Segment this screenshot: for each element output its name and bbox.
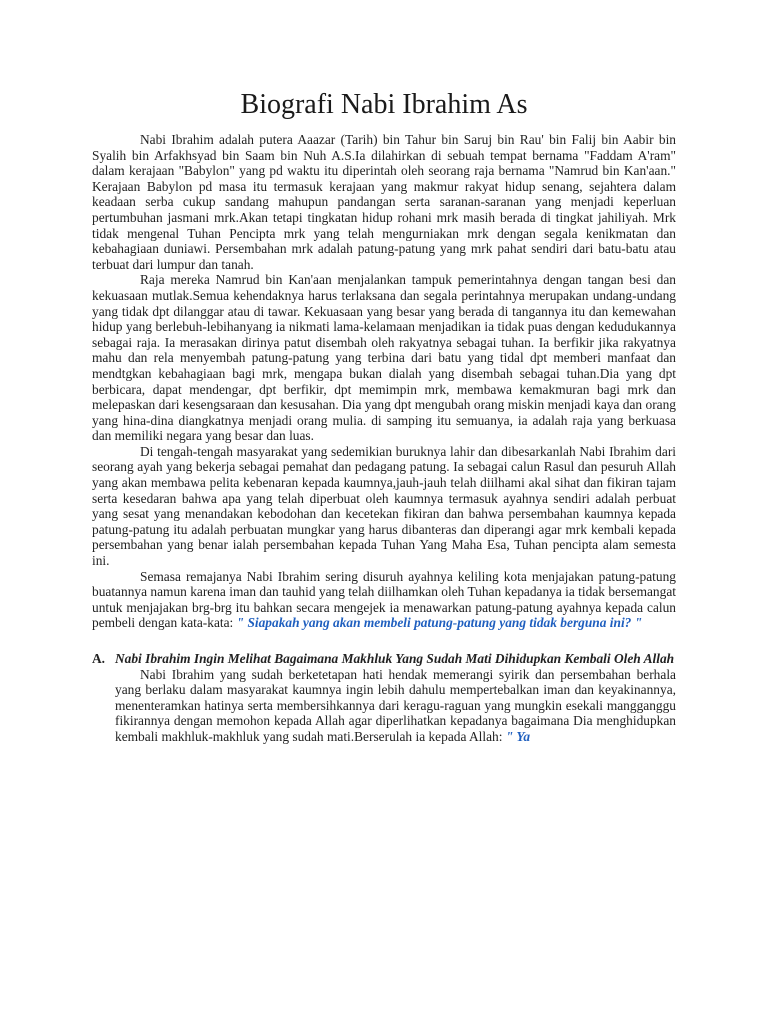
- section-a-body: [92, 667, 676, 745]
- section-a-paragraph: [115, 667, 676, 745]
- section-a-heading: [92, 651, 676, 667]
- paragraph-4-text: Semasa remajanya Nabi Ibrahim sering disuruh ayahnya keliling kota menjajakan patung-patung buatannya namun karena iman dan tauhid yang telah diilhamkan oleh Tuhan kepadanya ia tidak bersemangat untuk menjajakan brg-brg itu bahkan secara mengejek ia menawarkan patung-patung ayahnya kepada calun pembeli dengan kata-kata:: [92, 568, 676, 631]
- section-a-title: Nabi Ibrahim Ingin Melihat Bagaimana Makhluk Yang Sudah Mati Dihidupkan Kembali Oleh Allah: [115, 651, 675, 666]
- paragraph-3: Di tengah-tengah masyarakat yang sedemikian buruknya lahir dan dibesarkanlah Nabi Ibrahim dari seorang ayah yang bekerja sebagai pemahat dan pedagang patung. Ia sebagai calun Rasul dan pesuruh Allah yang akan membawa pelita kebenaran kepada kaumnya,jauh-jauh telah diilhami akal sihat dan fikiran tajam serta kesedaran bahwa apa yang telah diperbuat oleh kaumnya termasuk ayahnya sendiri adalah perbuat yang sesat yang menandakan kebodohan dan kecetekan fikiran dan bahwa persembahan kaumnya kepada patung-patung itu adalah perbuatan mungkar yang harus dibanteras dan diperangi agar mrk kembali kepada persembahan yang benar ialah persembahan kepada Tuhan Yang Maha Esa, Tuhan pencipta alam semesta ini.: [92, 443, 676, 569]
- paragraph-4: [92, 569, 676, 631]
- paragraph-1: Nabi Ibrahim adalah putera Aaazar (Tarih) bin Tahur bin Saruj bin Rau' bin Falij bin Aabir bin Syalih bin Arfakhsyad bin Saam bin Nuh A.S.Ia dilahirkan di sebuah tempat bernama "Faddam A'ram" dalam kerajaan "Babylon" yang pd waktu itu diperintah oleh seorang raja bernama "Namrud bin Kan'aan." Kerajaan Babylon pd masa itu termasuk kerajaan yang makmur rakyat hidup senang, sejahtera dalam keadaan serba cukup sandang mahupun pandangan serta saranan-saranan yang menjadi keperluan pertumbuhan jasmani mrk.Akan tetapi tingkatan hidup rohani mrk masih berada di tingkat jahiliyah. Mrk tidak mengenal Tuhan Pencipta mrk yang telah mengurniakan mrk dengan segala kenikmatan dan kebahagiaan duniawi. Persembahan mrk adalah patung-patung yang mrk pahat sendiri dari batu-batu atau terbuat dari lumpur dan tanah.: [92, 132, 676, 272]
- paragraph-4-quote: " Siapakah yang akan membeli patung-patung yang tidak berguna ini? ": [236, 615, 643, 631]
- paragraph-2: Raja mereka Namrud bin Kan'aan menjalankan tampuk pemerintahnya dengan tangan besi dan kekuasaan mutlak.Semua kehendaknya harus terlaksana dan segala perintahnya merupakan undang-undang yang tidak dpt dilanggar atau di tawar. Kekuasaan yang besar yang berada di tangannya itu dan kemewahan hidup yang berlebuh-lebihanyang ia nikmati lama-kelamaan menjadikan ia tidak puas dengan kedudukannya sebagai raja. Ia merasakan dirinya patut disembah oleh rakyatnya sebagai tuhan. Ia berfikir jika rakyatnya mahu dan rela menyembah patung-patung yang terbina dari batu yang tidal dpt memberi manfaat dan mendtgkan kebahagiaan bagi mrk, mengapa bukan dialah yang disembah sebagai tuhan.Dia yang dpt berbicara, dapat mendengar, dpt berfikir, dpt memimpin mrk, membawa kemakmuran bagi mrk dan melepaskan dari kesengsaraan dan kesusahan. Dia yang dpt mengubah orang miskin menjadi kaya dan orang yang hina-dina diangkatnya menjadi orang mulia. di samping itu semuanya, ia adalah raja yang berkuasa dan memiliki negara yang besar dan luas.: [92, 272, 676, 444]
- document-title: Biografi Nabi Ibrahim As: [240, 89, 528, 120]
- section-a-paragraph-text: Nabi Ibrahim yang sudah berketetapan hati hendak memerangi syirik dan persembahan berhala yang berlaku dalam masyarakat kaumnya ingin lebih dahulu mempertebalkan iman dan keyakinannya, menenteramkan hatinya serta membersihkannya dari keragu-raguan yang mungkin esekali mangganggu fikirannya dengan memohon kepada Allah agar diperlihatkan kepadanya bagaimana Dia menghidupkan kembali makhluk-makhluk yang sudah mati.Berserulah ia kepada Allah:: [115, 666, 676, 744]
- section-a-number: A.: [92, 651, 106, 666]
- document-body: [92, 132, 676, 745]
- document-page: [92, 0, 676, 745]
- section-a-quote: " Ya: [505, 728, 531, 744]
